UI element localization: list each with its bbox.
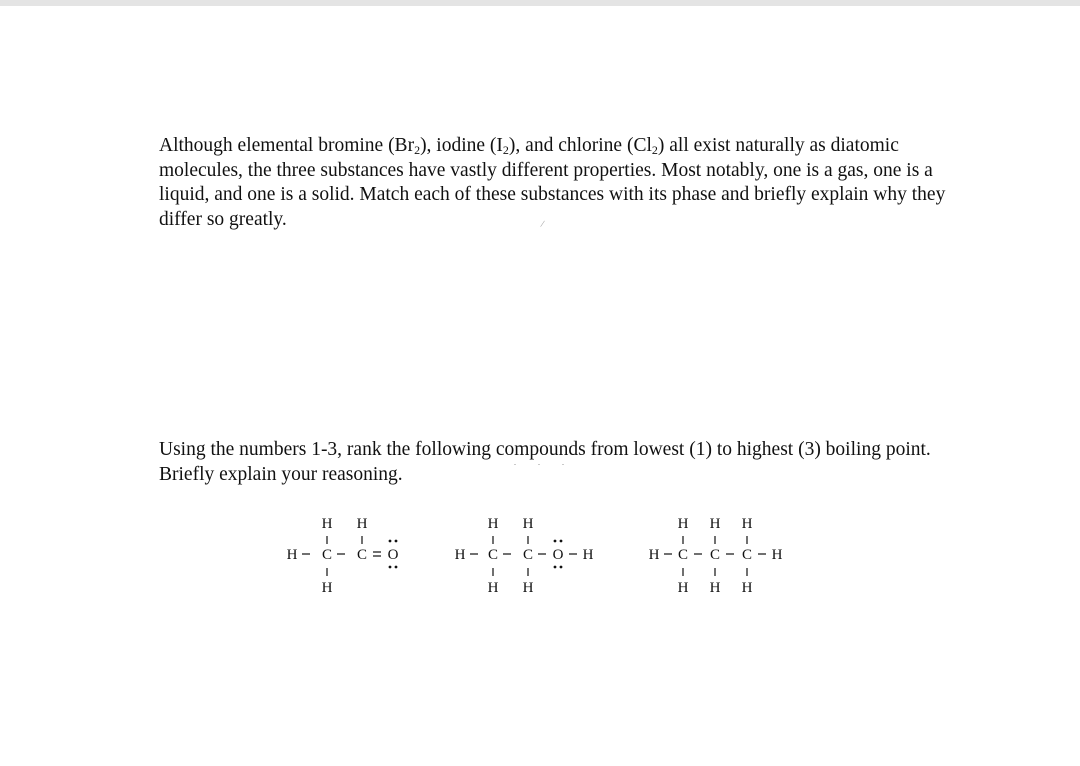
lone-pair-dot — [560, 566, 563, 569]
lone-pair-dot — [395, 540, 398, 543]
atom-h: H — [321, 580, 333, 596]
atom-c: C — [741, 547, 753, 563]
lone-pair-dot — [395, 566, 398, 569]
lone-pair-dot — [389, 540, 392, 543]
atom-h: H — [648, 547, 660, 563]
atom-h: H — [741, 516, 753, 532]
atom-c: C — [522, 547, 534, 563]
atom-h: H — [522, 516, 534, 532]
atom-o: O — [552, 547, 564, 563]
atom-c: C — [677, 547, 689, 563]
atom-h: H — [709, 580, 721, 596]
atom-c: C — [356, 547, 368, 563]
top-border — [0, 0, 1080, 6]
structure-3 — [649, 516, 783, 596]
lone-pair-dot — [389, 566, 392, 569]
atom-h: H — [487, 580, 499, 596]
stray-pen-mark: / — [539, 218, 546, 231]
atom-h: H — [356, 516, 368, 532]
question-1-text: Although elemental bromine $(Br_2)$, iodine $(I_2)$, and chlorine $(Cl_2)$ all exist naturally as diatomic molecules, the three substances have vastly different properties. Most notably, one is a gas, one is a liquid, and one is a solid. Match each of these substances with its phase and briefly explain why they differ so greatly. — [159, 135, 946, 230]
scan-specks: . . . — [514, 458, 574, 467]
atom-h: H — [487, 516, 499, 532]
atom-h: H — [321, 516, 333, 532]
atom-h: H — [582, 547, 594, 563]
atom-c: C — [709, 547, 721, 563]
structure-2 — [455, 516, 594, 596]
lone-pair-dot — [554, 540, 557, 543]
atom-c: C — [487, 547, 499, 563]
chemical-structures — [270, 505, 810, 610]
atom-h: H — [771, 547, 783, 563]
question-2-text: Using the numbers 1-3, rank the following compounds from lowest (1) to highest (3) boiling point. Briefly explain your reasoning. — [159, 439, 931, 485]
atom-o: O — [387, 547, 399, 563]
atom-h: H — [286, 547, 298, 563]
atom-h: H — [677, 580, 689, 596]
atom-h: H — [741, 580, 753, 596]
atom-h: H — [677, 516, 689, 532]
atom-c: C — [321, 547, 333, 563]
atom-h: H — [454, 547, 466, 563]
atom-h: H — [522, 580, 534, 596]
lone-pair-dot — [554, 566, 557, 569]
structure-1 — [287, 516, 399, 596]
atom-h: H — [709, 516, 721, 532]
lone-pair-dot — [560, 540, 563, 543]
